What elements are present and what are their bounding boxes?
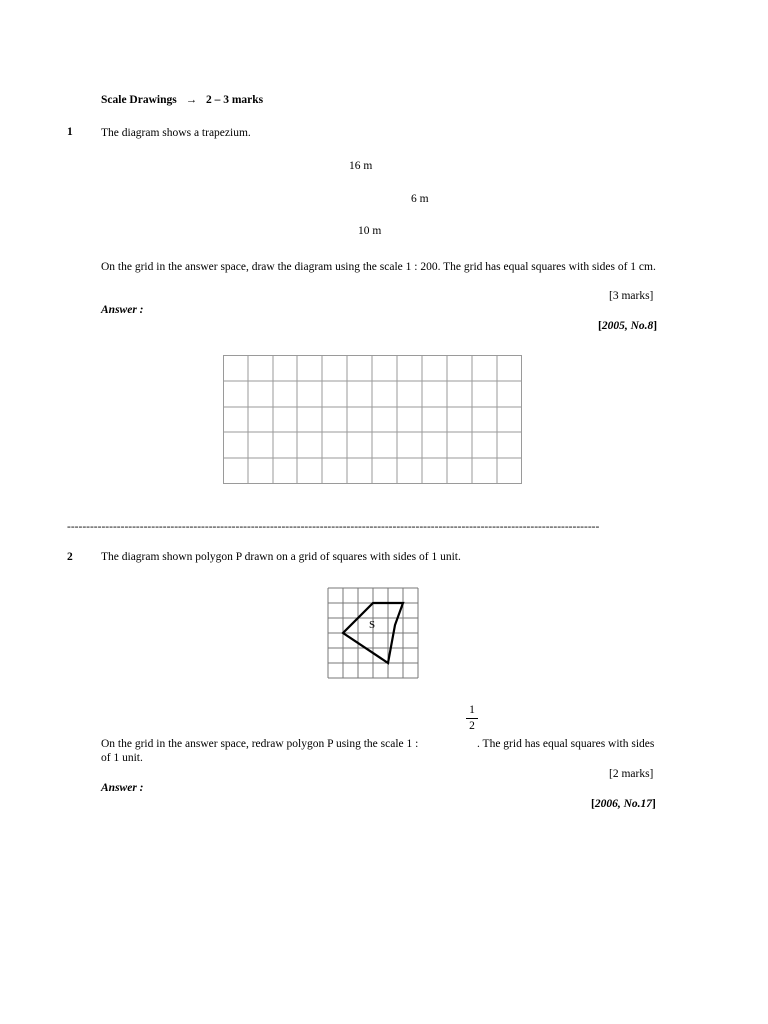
question-2-marks: [2 marks] [609,768,654,780]
answer-grid-1 [223,355,523,485]
source-bracket-open: [ [591,798,595,810]
question-2-instruction-c: of 1 unit. [101,752,143,764]
section-title-text: Scale Drawings [101,94,177,106]
question-2-answer-label: Answer : [101,782,144,794]
question-2-number: 2 [67,551,73,563]
question-1-instruction: On the grid in the answer space, draw the diagram using the scale 1 : 200. The grid has equal squares with sides of 1 cm. [101,261,656,273]
source-reference: 2005, No.8 [601,320,654,332]
question-2-intro: The diagram shown polygon P drawn on a grid of squares with sides of 1 unit. [101,551,461,563]
source-bracket-close: ] [653,320,658,332]
question-1-intro: The diagram shows a trapezium. [101,127,251,139]
source-bracket-close: ] [652,798,656,810]
dimension-side-label: 6 m [411,193,429,205]
question-2-instruction-b: . The grid has equal squares with sides [477,738,655,750]
question-1-marks: [3 marks] [609,290,654,302]
polygon-label: S [369,619,376,631]
scale-fraction [464,704,480,733]
dimension-top-label: 16 m [349,160,373,172]
question-1-source [598,320,657,332]
polygon-grid [327,587,421,681]
answer-grid-1-lines [223,355,522,484]
fraction-numerator: 1 [469,704,475,716]
question-2-instruction-a: On the grid in the answer space, redraw polygon P using the scale 1 : [101,738,419,750]
fraction-denominator: 2 [469,720,475,732]
arrow-icon: → [185,94,198,106]
question-1-answer-label: Answer : [101,304,144,316]
dimension-bottom-label: 10 m [358,225,382,237]
section-marks: 2 – 3 marks [205,94,264,106]
question-1-number: 1 [67,126,73,138]
question-2-source [591,798,656,810]
section-title [101,94,263,106]
section-divider: ------------------------------------------------------------------------------------------------------------------------------------------- [67,521,600,533]
fraction-bar [466,718,478,719]
source-reference: 2006, No.17 [594,798,653,810]
source-bracket-open: [ [598,320,602,332]
